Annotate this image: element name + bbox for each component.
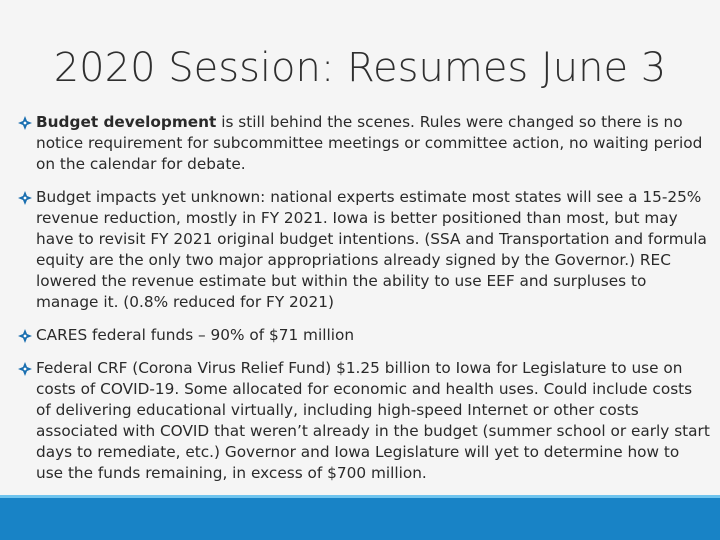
- bullet-bold-lead: Budget development: [36, 113, 217, 131]
- diamond-bullet-icon: [18, 116, 32, 130]
- bullet-item: [18, 187, 710, 313]
- diamond-bullet-icon: [18, 362, 32, 376]
- bullet-text: CARES federal funds – 90% of $71 million: [36, 326, 355, 344]
- bullet-item: [18, 358, 710, 484]
- bullet-text: Budget impacts yet unknown: national experts estimate most states will see a 15-25% revenue reduction, mostly in FY 2021. Iowa is better positioned than most, but may have to revisit FY 2021 original budget intentions. (SSA and Transportation and formula equity are the only two major appropriations already signed by the Governor.) REC lowered the revenue estimate but within the ability to use EEF and surpluses to manage it. (0.8% reduced for FY 2021): [36, 188, 707, 311]
- diamond-bullet-icon: [18, 191, 32, 205]
- bullet-item: [18, 112, 710, 175]
- slide-title: 2020 Session: Resumes June 3: [53, 45, 667, 91]
- footer-bar: [0, 498, 720, 540]
- slide-body: [18, 112, 710, 496]
- diamond-bullet-icon: [18, 329, 32, 343]
- bullet-text: Federal CRF (Corona Virus Relief Fund) $1.25 billion to Iowa for Legislature to use on costs of COVID-19. Some allocated for economic and health uses. Could include costs of delivering educational virtually, including high-speed Internet or other costs associated with COVID that weren’t already in the budget (summer school or early start days to remediate, etc.) Governor and Iowa Legislature will yet to determine how to use the funds remaining, in excess of $700 million.: [36, 359, 710, 482]
- bullet-item: [18, 325, 710, 346]
- bullet-text: is still behind the scenes. Rules were changed so there is no notice requirement for subcommittee meetings or committee action, no waiting period on the calendar for debate.: [36, 113, 703, 173]
